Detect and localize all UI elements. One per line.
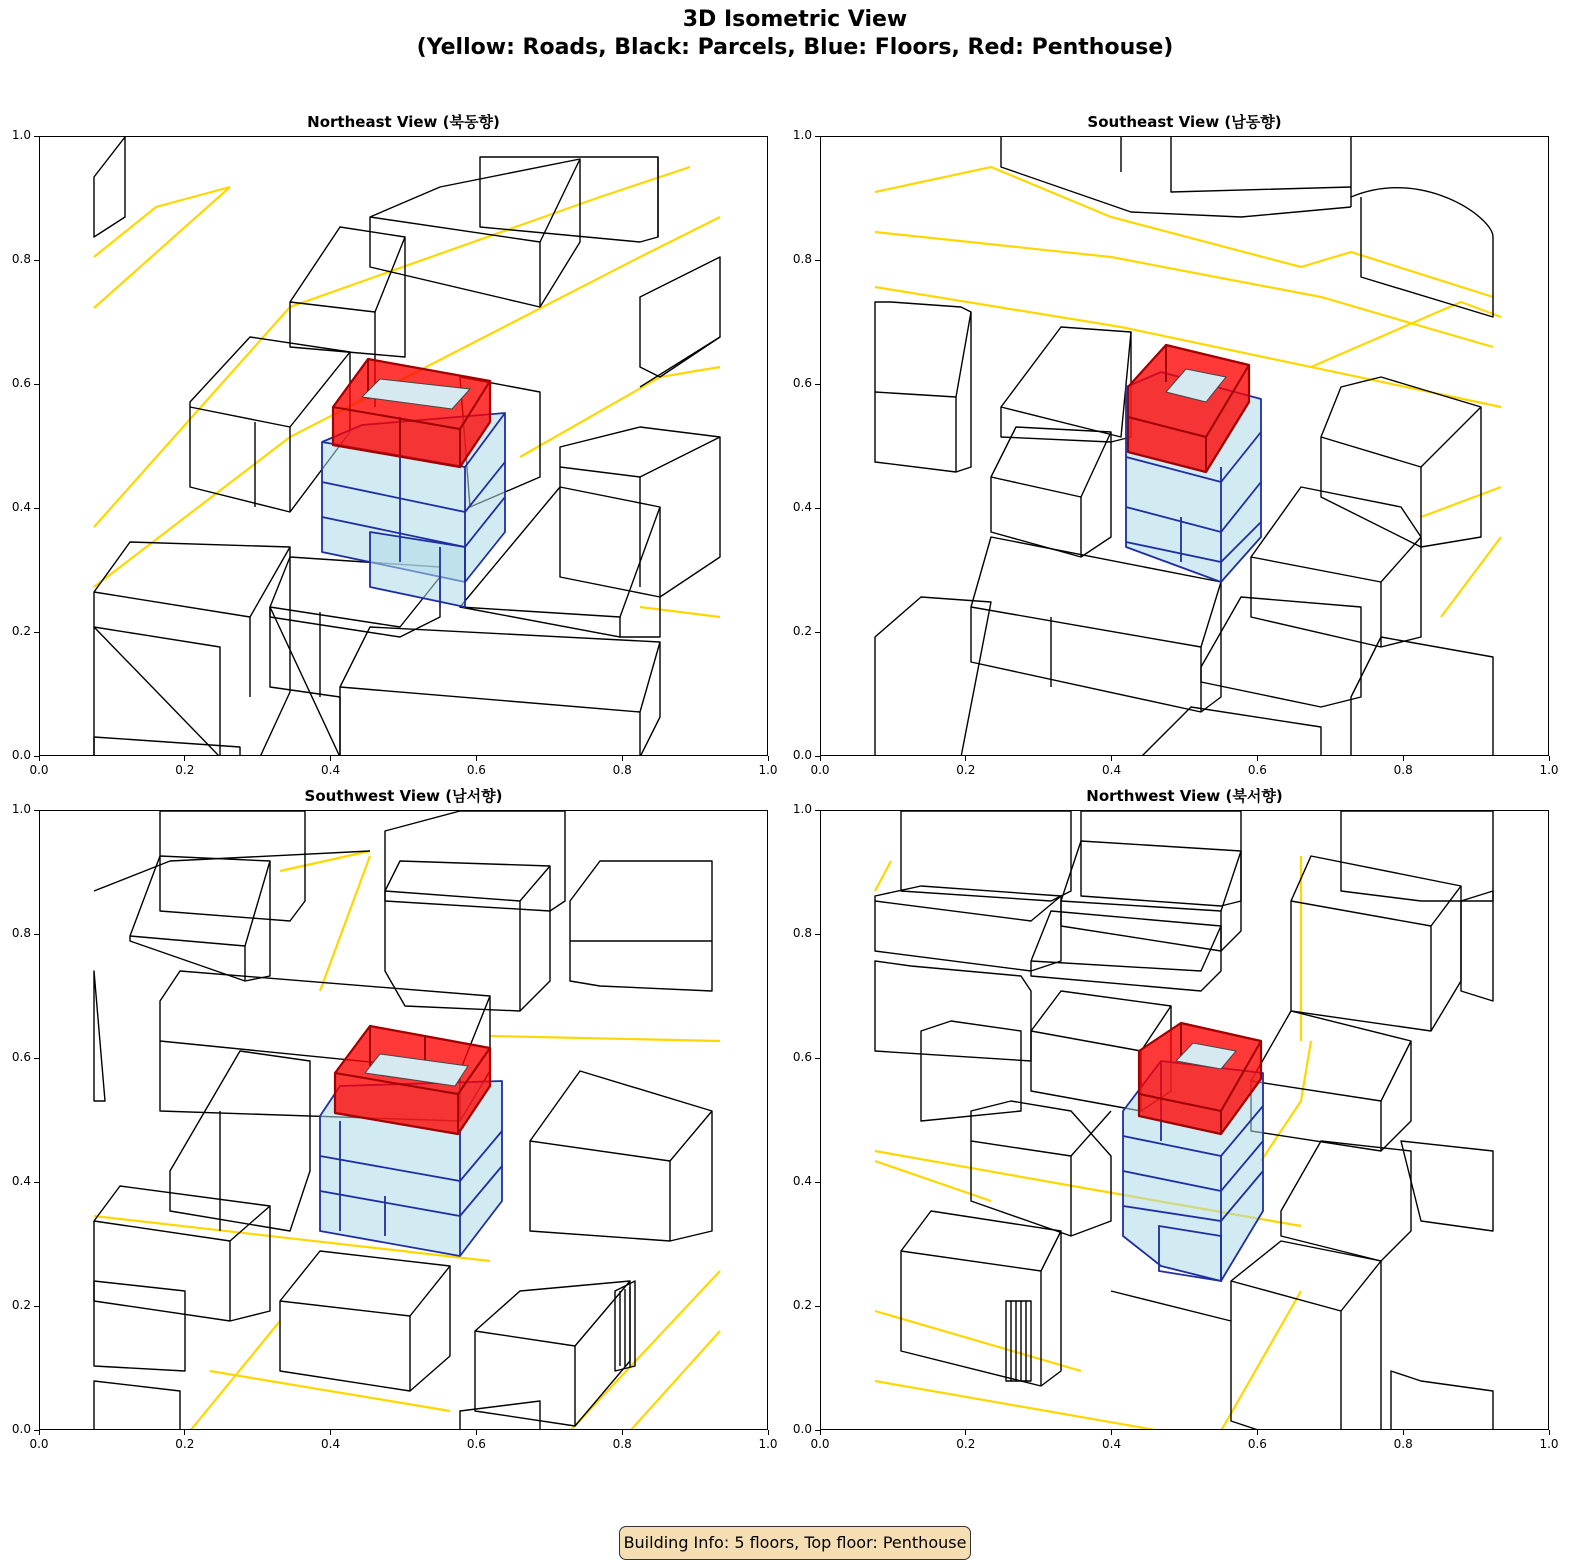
x-tick-mark bbox=[1257, 1430, 1258, 1435]
y-tick-mark bbox=[815, 508, 820, 509]
y-tick-mark bbox=[34, 1182, 39, 1183]
x-tick-label: 0.8 bbox=[612, 1437, 632, 1451]
x-tick-mark bbox=[622, 756, 623, 761]
southwest-view-plot bbox=[39, 810, 768, 1430]
x-tick-label: 0.6 bbox=[466, 1437, 486, 1451]
panel-title-southeast: Southeast View (남동향) bbox=[1087, 113, 1282, 131]
x-tick-mark bbox=[1403, 1430, 1404, 1435]
y-tick-mark bbox=[34, 508, 39, 509]
y-tick-label: 0.8 bbox=[792, 926, 812, 940]
y-tick-mark bbox=[815, 260, 820, 261]
x-tick-label: 1.0 bbox=[1539, 1437, 1559, 1451]
northeast-view-plot bbox=[39, 136, 768, 756]
y-tick-label: 0.0 bbox=[792, 748, 812, 762]
y-tick-mark bbox=[815, 1058, 820, 1059]
x-tick-mark bbox=[1403, 756, 1404, 761]
y-tick-mark bbox=[34, 756, 39, 757]
y-tick-mark bbox=[34, 810, 39, 811]
y-tick-label: 1.0 bbox=[11, 802, 31, 816]
x-tick-label: 1.0 bbox=[758, 763, 778, 777]
x-tick-label: 0.2 bbox=[175, 763, 195, 777]
y-tick-label: 0.4 bbox=[11, 1174, 31, 1188]
x-tick-mark bbox=[39, 1430, 40, 1435]
y-tick-mark bbox=[34, 1058, 39, 1059]
x-tick-mark bbox=[820, 756, 821, 761]
y-tick-label: 0.8 bbox=[11, 926, 31, 940]
y-tick-label: 1.0 bbox=[792, 128, 812, 142]
x-tick-label: 0.0 bbox=[810, 1437, 830, 1451]
y-tick-mark bbox=[815, 934, 820, 935]
x-tick-mark bbox=[184, 756, 185, 761]
x-tick-mark bbox=[1257, 756, 1258, 761]
panel-title-southwest: Southwest View (남서향) bbox=[304, 787, 503, 805]
y-tick-label: 0.0 bbox=[11, 1422, 31, 1436]
y-tick-label: 0.2 bbox=[792, 1298, 812, 1312]
x-tick-label: 0.6 bbox=[1247, 763, 1267, 777]
y-tick-label: 1.0 bbox=[792, 802, 812, 816]
y-tick-label: 0.8 bbox=[792, 252, 812, 266]
x-tick-mark bbox=[1549, 1430, 1550, 1435]
northeast-view-drawing bbox=[40, 137, 768, 756]
x-tick-mark bbox=[965, 756, 966, 761]
y-tick-label: 0.0 bbox=[11, 748, 31, 762]
y-tick-label: 0.4 bbox=[792, 500, 812, 514]
x-tick-mark bbox=[1111, 1430, 1112, 1435]
x-tick-mark bbox=[476, 1430, 477, 1435]
x-tick-label: 0.0 bbox=[29, 763, 49, 777]
x-tick-mark bbox=[330, 1430, 331, 1435]
y-tick-mark bbox=[815, 1182, 820, 1183]
figure-subtitle: (Yellow: Roads, Black: Parcels, Blue: Floors, Red: Penthouse) bbox=[416, 35, 1174, 60]
x-tick-label: 0.0 bbox=[810, 763, 830, 777]
x-tick-label: 0.8 bbox=[1393, 1437, 1413, 1451]
y-tick-label: 0.2 bbox=[792, 624, 812, 638]
x-tick-mark bbox=[1111, 756, 1112, 761]
x-tick-mark bbox=[622, 1430, 623, 1435]
x-tick-label: 0.4 bbox=[321, 1437, 341, 1451]
x-tick-label: 0.2 bbox=[175, 1437, 195, 1451]
y-tick-label: 0.4 bbox=[792, 1174, 812, 1188]
y-tick-label: 0.6 bbox=[792, 376, 812, 390]
y-tick-mark bbox=[34, 384, 39, 385]
northwest-view-plot bbox=[820, 810, 1549, 1430]
southeast-view-drawing bbox=[821, 137, 1549, 756]
x-tick-mark bbox=[476, 756, 477, 761]
x-tick-label: 1.0 bbox=[1539, 763, 1559, 777]
y-tick-mark bbox=[34, 260, 39, 261]
y-tick-mark bbox=[815, 1430, 820, 1431]
y-tick-label: 0.8 bbox=[11, 252, 31, 266]
x-tick-label: 0.6 bbox=[466, 763, 486, 777]
y-tick-label: 0.0 bbox=[792, 1422, 812, 1436]
y-tick-label: 1.0 bbox=[11, 128, 31, 142]
x-tick-label: 1.0 bbox=[758, 1437, 778, 1451]
x-tick-label: 0.4 bbox=[321, 763, 341, 777]
x-tick-mark bbox=[39, 756, 40, 761]
x-tick-mark bbox=[330, 756, 331, 761]
y-tick-label: 0.6 bbox=[11, 376, 31, 390]
panel-title-northeast: Northeast View (북동향) bbox=[307, 113, 500, 131]
y-tick-mark bbox=[34, 934, 39, 935]
y-tick-mark bbox=[815, 136, 820, 137]
x-tick-mark bbox=[820, 1430, 821, 1435]
southwest-view-drawing bbox=[40, 811, 768, 1430]
x-tick-mark bbox=[184, 1430, 185, 1435]
x-tick-label: 0.6 bbox=[1247, 1437, 1267, 1451]
y-tick-mark bbox=[815, 1306, 820, 1307]
y-tick-mark bbox=[34, 1430, 39, 1431]
x-tick-label: 0.0 bbox=[29, 1437, 49, 1451]
y-tick-mark bbox=[815, 384, 820, 385]
figure-title: 3D Isometric View bbox=[682, 7, 908, 32]
y-tick-mark bbox=[34, 136, 39, 137]
y-tick-mark bbox=[815, 756, 820, 757]
y-tick-label: 0.6 bbox=[792, 1050, 812, 1064]
building-info-box: Building Info: 5 floors, Top floor: Penthouse bbox=[619, 1526, 971, 1560]
x-tick-label: 0.2 bbox=[956, 763, 976, 777]
y-tick-label: 0.2 bbox=[11, 624, 31, 638]
y-tick-label: 0.6 bbox=[11, 1050, 31, 1064]
x-tick-label: 0.2 bbox=[956, 1437, 976, 1451]
x-tick-mark bbox=[768, 756, 769, 761]
x-tick-mark bbox=[1549, 756, 1550, 761]
x-tick-label: 0.4 bbox=[1102, 1437, 1122, 1451]
southeast-view-plot bbox=[820, 136, 1549, 756]
y-tick-mark bbox=[815, 632, 820, 633]
x-tick-label: 0.8 bbox=[1393, 763, 1413, 777]
x-tick-mark bbox=[965, 1430, 966, 1435]
panel-title-northwest: Northwest View (북서향) bbox=[1086, 787, 1283, 805]
y-tick-label: 0.2 bbox=[11, 1298, 31, 1312]
northwest-view-drawing bbox=[821, 811, 1549, 1430]
x-tick-label: 0.8 bbox=[612, 763, 632, 777]
x-tick-mark bbox=[768, 1430, 769, 1435]
y-tick-label: 0.4 bbox=[11, 500, 31, 514]
y-tick-mark bbox=[34, 632, 39, 633]
y-tick-mark bbox=[34, 1306, 39, 1307]
x-tick-label: 0.4 bbox=[1102, 763, 1122, 777]
y-tick-mark bbox=[815, 810, 820, 811]
